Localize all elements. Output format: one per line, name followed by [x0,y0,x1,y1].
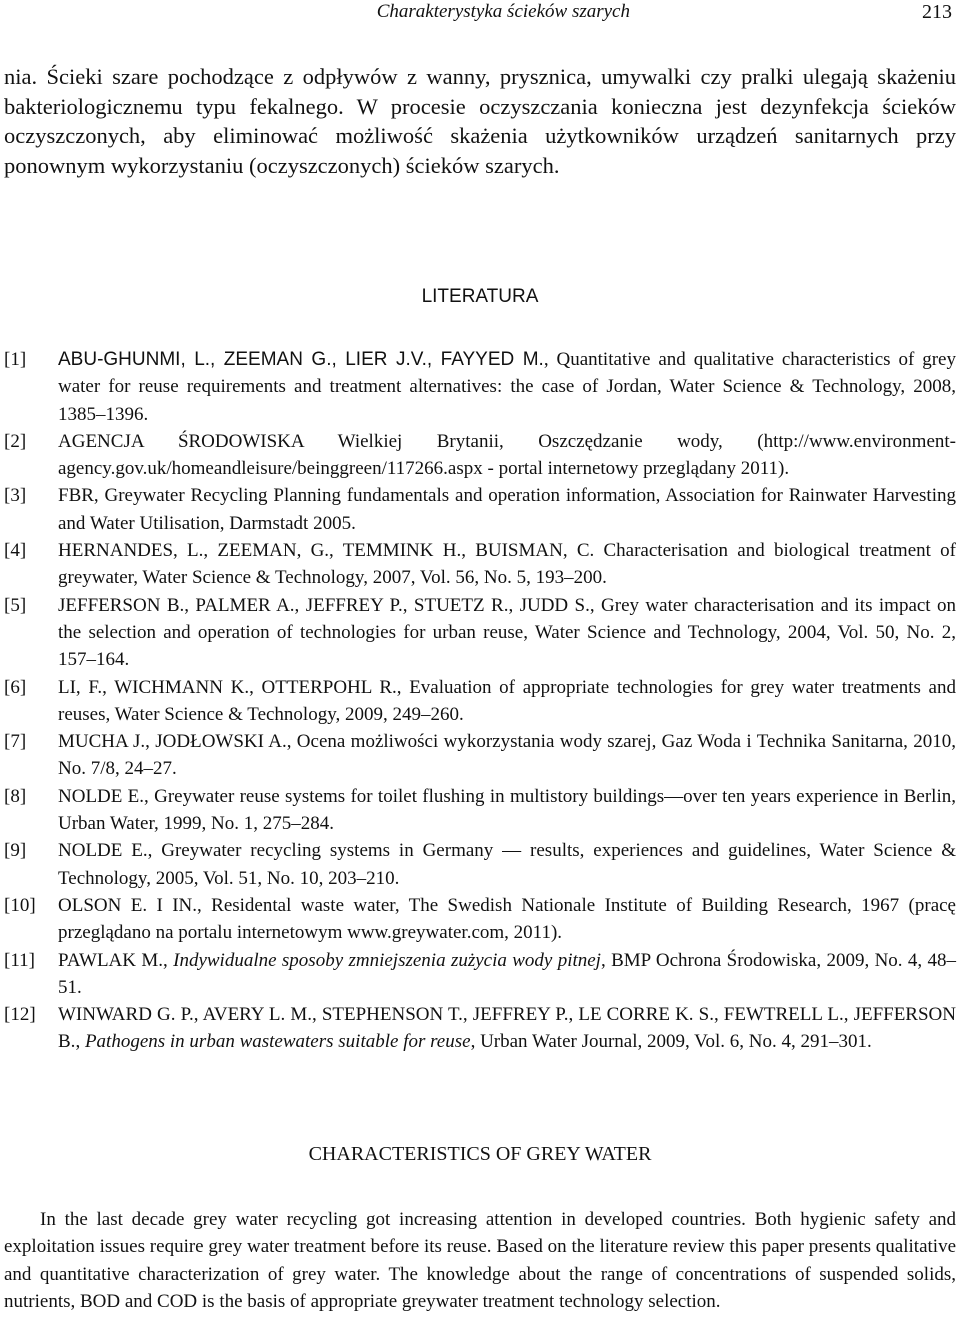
literature-heading: LITERATURA [421,286,539,307]
intro-paragraph: nia. Ścieki szare pochodzące z odpływów z wanny, prysznica, umywalki czy pralki ulegają skażeniu bakteriologicznemu typu fekalnego. W procesie oczyszczania konieczna jest dezynfekcja ścieków oczyszczonych, aby eliminować możliwość skażenia użytkowników urządzeń sanitarnych przy ponownym wykorzystaniu (oczyszczonych) ścieków szarych. [4,64,956,178]
reference-body [58,837,956,892]
reference-authors: PAWLAK M. [58,949,164,971]
reference-title: Indywidualne sposoby zmniejszenia zużycia wody pitnej [173,949,601,971]
reference-item-4 [4,537,956,592]
reference-details: , Urban Water Journal, 2009, Vol. 6, No. 4, 291–301. [470,1031,872,1053]
page-header [0,0,960,28]
reference-details: Characterisation and biological treatment of greywater, Water Science & Technology, 2007, Vol. 56, No. 5, 193–200. [58,540,956,589]
reference-details: , Greywater recycling systems in Germany — results, experiences and guidelines, Water Science & Technology, 2005, Vol. 51, No. 10, 203–210. [58,840,957,889]
reference-number: [12] [4,1004,36,1026]
reference-number: [3] [4,485,27,507]
reference-item-2 [4,428,956,483]
reference-body [58,592,956,674]
reference-number: [2] [4,430,27,452]
reference-body [58,346,956,428]
reference-number: [1] [4,349,27,370]
reference-authors: FBR, Greywater Recycling Planning fundamentals and operation information, Association for Rainwater Harvesting and Water Utilisation, Darmstadt 2005. [58,485,956,534]
reference-authors: JEFFERSON B., PALMER A., JEFFREY P., STUETZ R., JUDD S. [58,594,590,616]
reference-body [58,482,956,537]
reference-number: [9] [4,840,27,862]
reference-number: [11] [4,949,35,971]
reference-authors: OLSON E. I IN. [58,894,197,916]
reference-authors: ABU-GHUNMI, L., ZEEMAN G., LIER J.V., FAYYED M. [58,349,544,370]
reference-authors: AGENCJA ŚRODOWISKA Wielkiej Brytanii, Oszczędzanie wody, (http://www.environment-agency.gov.uk/homeandleisure/beinggreen/117266.aspx - portal internetowy przeglądany 2011). [58,430,956,480]
reference-body [58,728,956,783]
reference-number: [10] [4,894,36,916]
page-number: 213 [922,1,952,23]
reference-body [58,783,956,838]
english-abstract: In the last decade grey water recycling got increasing attention in developed countries. Both hygienic safety and exploitation issues require grey water treatment before its reuse. Based on the literature review this paper presents qualitative and quantitative characterization of grey water. The knowledge about the range of concentrations of suspended solids, nutrients, BOD and COD is the basis of appropriate greywater treatment technology selection. [4,1209,956,1313]
reference-authors: NOLDE E. [58,785,145,807]
reference-body [58,674,956,729]
reference-title: Pathogens in urban wastewaters suitable for reuse [84,1031,471,1053]
reference-item-8 [4,783,956,838]
reference-list [4,346,956,1056]
reference-details: , BMP Ochrona Środowiska, 2009, No. 4, 48–51. [58,949,956,998]
reference-item-7 [4,728,956,783]
reference-body [58,892,956,947]
english-title: CHARACTERISTICS OF GREY WATER [308,1143,652,1165]
reference-authors: HERNANDES, L., ZEEMAN, G., TEMMINK H., BUISMAN, C. [58,540,595,562]
reference-details: , Greywater reuse systems for toilet flushing in multistory buildings—over ten years experience in Berlin, Urban Water, 1999, No. 1, 275–284. [58,785,956,835]
reference-authors: WINWARD G. P., AVERY L. M., STEPHENSON T., JEFFREY P., LE CORRE K. S., FEWTRELL L., JEFFERSON B. [58,1004,956,1053]
reference-details: , Evaluation of appropriate technologies for grey water treatments and reuses, Water Science & Technology, 2009, 249–260. [58,676,956,725]
reference-body [58,537,956,592]
reference-number: [5] [4,594,27,616]
reference-item-9 [4,837,956,892]
reference-authors: NOLDE E. [58,840,148,862]
reference-number: [6] [4,676,27,698]
reference-item-3 [4,482,956,537]
reference-body [58,428,956,483]
reference-body: PAWLAK M., Indywidualne sposoby zmniejszenia zużycia wody pitnej, BMP Ochrona Środowiska, 2009, No. 4, 48–51. [58,949,956,998]
reference-number: [8] [4,785,27,807]
reference-details: , Grey water characterisation and its impact on the selection and operation of technologies for urban reuse, Water Science and Technology, 2004, Vol. 50, No. 2, 157–164. [58,594,956,671]
reference-details: , Residental waste water, The Swedish Nationale Institute of Building Research, 1967 (pracę przeglądano na portalu internetowym www.greywater.com, 2011). [58,894,956,944]
reference-item-1 [4,346,956,428]
reference-item-12 [4,1001,956,1056]
reference-item-10 [4,892,956,947]
reference-authors: MUCHA J., JODŁOWSKI A. [58,731,287,753]
reference-number: [7] [4,731,27,753]
reference-body: WINWARD G. P., AVERY L. M., STEPHENSON T., JEFFREY P., LE CORRE K. S., FEWTRELL L., JEFFERSON B., Pathogens in urban wastewaters suitable for reuse, Urban Water Journal, 2009, Vol. 6, No. 4, 291–301. [58,1004,956,1053]
reference-details: , Ocena możliwości wykorzystania wody szarej, Gaz Woda i Technika Sanitarna, 2010, No. 7/8, 24–27. [58,731,956,780]
reference-number: [4] [4,540,27,562]
reference-item-6 [4,674,956,729]
reference-authors: LI, F., WICHMANN K., OTTERPOHL R. [58,676,397,698]
reference-item-11 [4,947,956,1002]
running-title: Charakterystyka ścieków szarych [376,1,630,22]
reference-details: , Quantitative and qualitative characteristics of grey water for reuse requirements and treatment alternatives: the case of Jordan, Water Science & Technology, 2008, 1385–1396. [58,349,956,425]
reference-item-5 [4,592,956,674]
